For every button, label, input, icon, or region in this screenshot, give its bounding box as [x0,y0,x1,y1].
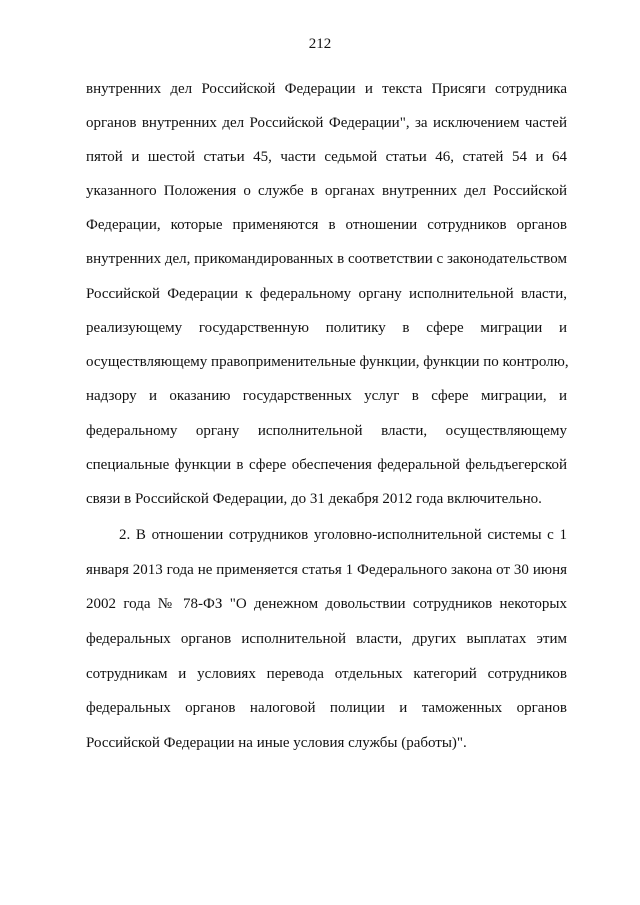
paragraph-2-line-3: 2002 года № 78-ФЗ "О денежном довольствии сотрудников некоторых [86,596,567,612]
paragraph-1-line-7: Российской Федерации к федеральному органу исполнительной власти, [86,286,567,302]
paragraph-1-line-2: органов внутренних дел Российской Федерации", за исключением частей [86,115,567,131]
page-number: 212 [308,36,332,52]
paragraph-1-line-5: Федерации, которые применяются в отношении сотрудников органов [86,217,567,233]
paragraph-1-line-6: внутренних дел, прикомандированных в соответствии с законодательством [86,251,567,267]
paragraph-2-line-5: сотрудникам и условиях перевода отдельных категорий сотрудников [86,666,567,682]
paragraph-1-line-10: надзору и оказанию государственных услуг в сфере миграции, и [86,388,567,404]
paragraph-1-line-12: специальные функции в сфере обеспечения федеральной фельдъегерской [86,457,567,473]
paragraph-1-line-3: пятой и шестой статьи 45, части седьмой статьи 46, статей 54 и 64 [86,149,567,165]
paragraph-2-line-4: федеральных органов исполнительной власти, других выплатах этим [86,631,567,647]
paragraph-1-line-8: реализующему государственную политику в сфере миграции и [86,320,567,336]
paragraph-2-line-6: федеральных органов налоговой полиции и таможенных органов [86,700,567,716]
paragraph-2-line-7: Российской Федерации на иные условия службы (работы)". [86,735,467,751]
paragraph-1-line-13: связи в Российской Федерации, до 31 декабря 2012 года включительно. [86,491,542,507]
paragraph-1-line-9: осуществляющему правоприменительные функции, функции по контролю, [86,354,569,370]
paragraph-2-line-1: 2. В отношении сотрудников уголовно-исполнительной системы с 1 [119,527,567,543]
paragraph-1-line-11: федеральному органу исполнительной власти, осуществляющему [86,423,567,439]
paragraph-2-line-2: января 2013 года не применяется статья 1 Федерального закона от 30 июня [86,562,567,578]
paragraph-1-line-1: внутренних дел Российской Федерации и текста Присяги сотрудника [86,81,567,97]
paragraph-1-line-4: указанного Положения о службе в органах внутренних дел Российской [86,183,567,199]
